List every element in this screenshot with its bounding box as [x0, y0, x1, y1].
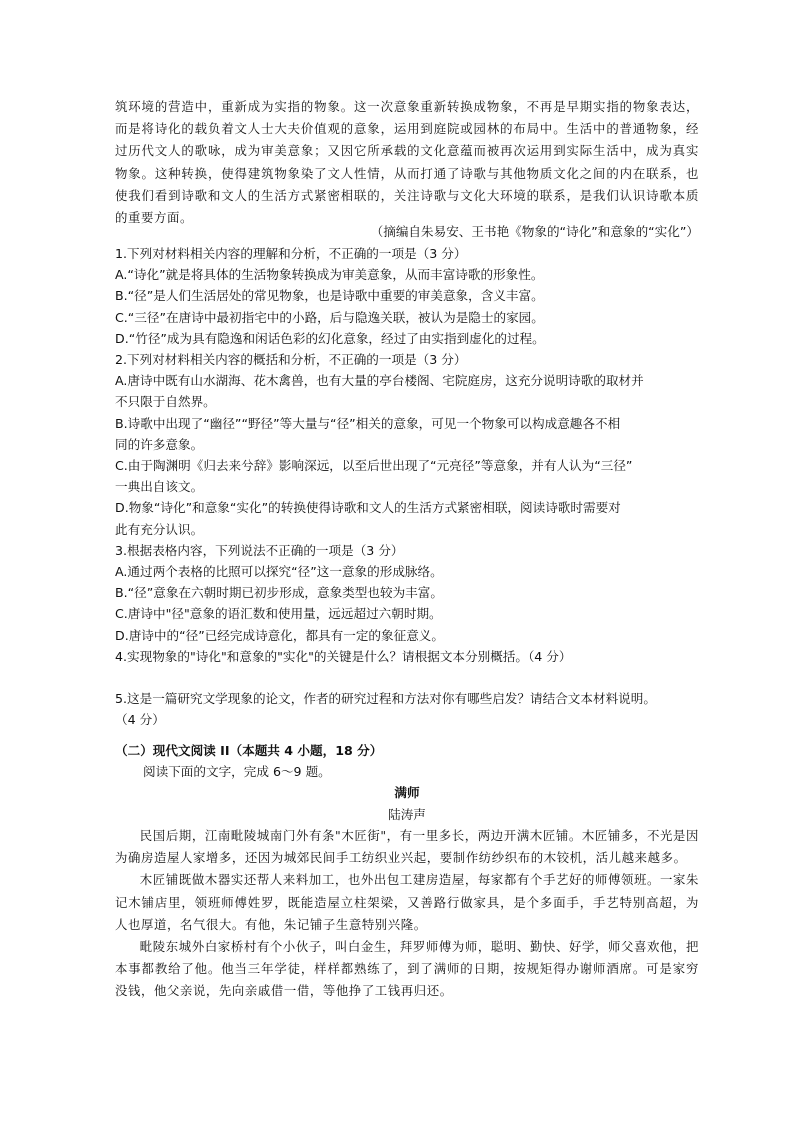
passage-top	[115, 96, 699, 229]
question-3-option-b: B.“径”意象在六朝时期已初步形成，意象类型也较为丰富。	[115, 585, 443, 601]
question-1-option-b: B.“径”是人们生活居处的常见物象，也是诗歌中重要的审美意象，含义丰富。	[115, 288, 544, 304]
question-1-stem: 1.下列对材料相关内容的理解和分析，不正确的一项是（3 分）	[115, 246, 467, 261]
question-1-option-c: C.“三径”在唐诗中最初指宅中的小路，后与隐逸关联，被认为是隐士的家园。	[115, 309, 544, 325]
question-2-option-d: D.物象“诗化”和意象“实化”的转换使得诗歌和文人的生活方式紧密相联，阅读诗歌时需要对	[115, 500, 621, 516]
section-2	[115, 740, 699, 825]
question-2-option-c: C.由于陶渊明《归去来兮辞》影响深远，以至后世出现了“元亮径”等意象，并有人认为“三径”	[115, 458, 633, 474]
question-1-option-d: D.“竹径”成为具有隐逸和闲话色彩的幻化意象，经过了由实指到虚化的过程。	[115, 330, 545, 346]
question-2-option-a: A.唐诗中既有山水湖海、花木禽兽，也有大量的亭台楼阁、宅院庭房，这充分说明诗歌的取材并	[115, 373, 644, 389]
question-1-option-a: A.“诗化”就是将具体的生活物象转换成为审美意象，从而丰富诗歌的形象性。	[115, 267, 544, 283]
story-author: 陆涛声	[388, 806, 426, 822]
story-body	[115, 825, 699, 1003]
question-3-option-d: D.唐诗中的“径”已经完成诗意化，都具有一定的象征意义。	[115, 627, 444, 643]
question-2-option-a-cont: 不只限于自然界。	[115, 394, 216, 410]
section-2-heading: （二）现代文阅读 II（本题共 4 小题，18 分）	[115, 743, 383, 758]
question-5-cont: （4 分）	[115, 712, 165, 728]
story-paragraph: 木匠铺既做木器实还帮人来料加工，也外出包工建房造屋，每家都有个手艺好的师傅领班。一家朱记木铺店里，领班师傅姓罗，既能造屋立柱架梁，又善路行做家具，是个多面手，手艺特别高超，为人也厚道，名气很大。有他，朱记铺子生意特别兴隆。	[115, 872, 699, 932]
question-2-option-d-cont: 此有充分认识。	[115, 521, 204, 537]
answer-space	[115, 667, 699, 688]
source-citation	[115, 221, 703, 242]
question-2-stem: 2.下列对材料相关内容的概括和分析，不正确的一项是（3 分）	[115, 352, 467, 368]
story-title: 满师	[394, 785, 420, 801]
question-3-option-c: C.唐诗中"径"意象的语汇数和使用量，远远超过六朝时期。	[115, 606, 442, 622]
question-3-stem: 3.根据表格内容，下列说法不正确的一项是（3 分）	[115, 542, 404, 558]
question-3-option-a: A.通过两个表格的比照可以探究“径”这一意象的形成脉络。	[115, 564, 443, 580]
section-2-instruction: 阅读下面的文字，完成 6～9 题。	[143, 764, 331, 780]
question-2-option-b-cont: 同的许多意象。	[115, 436, 204, 452]
question-5: 5.这是一篇研究文学现象的论文，作者的研究过程和方法对你有哪些启发？请结合文本材料说明。	[115, 691, 656, 707]
passage-paragraph: 筑环境的营造中，重新成为实指的物象。这一次意象重新转换成物象，不再是早期实指的物象表达，而是将诗化的载负着文人士大夫价值观的意象，运用到庭院或园林的布局中。生活中的普通物象，经过历代文人的歌咏，成为审美意象；又因它所承载的文化意蕴而被再次运用到实际生活中，成为真实物象。这种转换，使得建筑物象染了文人性情，从而打通了诗歌与其他物质文化之间的内在联系，也使我们看到诗歌和文人的生活方式紧密相联的，关注诗歌与文化大环境的联系，是我们认识诗歌本质的重要方面。	[115, 99, 699, 226]
question-2-option-b: B.诗歌中出现了“幽径”“野径”等大量与“径”相关的意象，可见一个物象可以构成意趣各不相	[115, 415, 621, 431]
questions-block	[115, 243, 699, 730]
question-4: 4.实现物象的"诗化"和意象的"实化"的关键是什么？请根据文本分别概括。（4 分）	[115, 648, 572, 664]
source-text: （摘编自朱易安、王书艳《物象的“诗化”和意象的“实化”）	[370, 224, 699, 239]
story-paragraph: 毗陵东城外白家桥村有个小伙子，叫白金生，拜罗师傅为师，聪明、勤快、好学，师父喜欢他，把本事都教给了他。他当三年学徒，样样都熟练了，到了满师的日期，按规矩得办谢师酒席。可是家穷没钱，他父亲说，先向亲戚借一借，等他挣了工钱再归还。	[115, 939, 699, 999]
story-paragraph: 民国后期，江南毗陵城南门外有条"木匠街"，有一里多长，两边开满木匠铺。木匠铺多，不光是因为确房造屋人家增多，还因为城郊民间手工纺织业兴起，要制作纺纱织布的木铰机，活儿越来越多。	[115, 828, 699, 866]
question-2-option-c-cont: 一典出自该文。	[115, 479, 204, 495]
